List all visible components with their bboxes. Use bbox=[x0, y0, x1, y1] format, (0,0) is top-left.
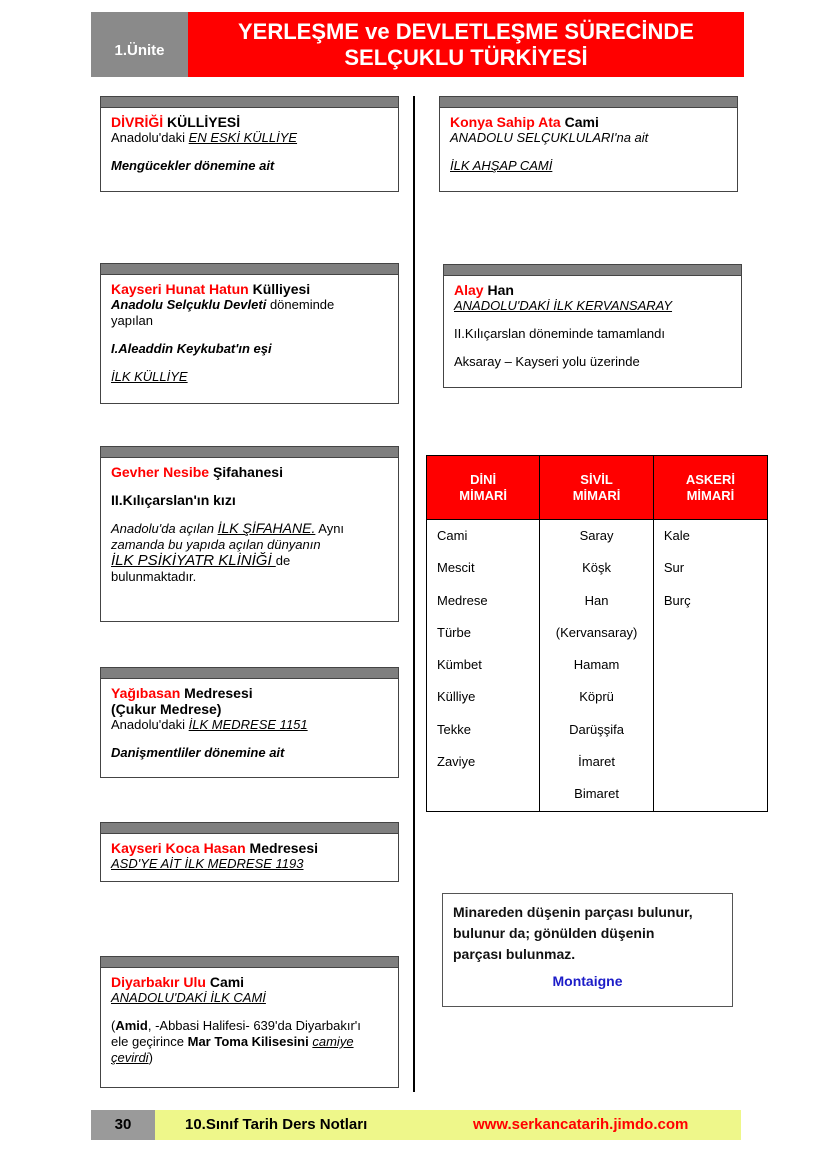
list-item: Medrese bbox=[437, 592, 488, 608]
text: (Çukur Medrese) bbox=[111, 701, 222, 717]
footer-website[interactable]: www.serkancatarih.jimdo.com bbox=[473, 1116, 689, 1133]
column-divider bbox=[413, 96, 415, 1092]
card-diyarbakir bbox=[100, 956, 399, 1088]
card-hunat bbox=[100, 263, 399, 404]
list-item: Külliye bbox=[437, 689, 476, 705]
card-gevher-nesibe bbox=[100, 446, 399, 622]
architecture-table bbox=[426, 455, 768, 812]
card-bar bbox=[440, 97, 737, 108]
text-emphasis: İLK KÜLLİYE bbox=[111, 369, 188, 384]
text: ( bbox=[111, 1018, 116, 1033]
text: Anadolu'da açılan bbox=[111, 521, 218, 536]
list-item: Hamam bbox=[573, 657, 620, 673]
text: bulunmaktadır. bbox=[111, 569, 197, 584]
list-item: Saray bbox=[579, 528, 614, 543]
text: Aynı bbox=[315, 521, 345, 536]
text-emphasis: çevirdi bbox=[111, 1050, 149, 1065]
header-sivil: SİVİL MİMARİ bbox=[540, 456, 654, 520]
card-title: Cami bbox=[205, 974, 245, 990]
unit-label: 1.Ünite bbox=[91, 12, 188, 77]
card-alay-han bbox=[443, 264, 742, 388]
text-emphasis: camiye bbox=[312, 1034, 354, 1049]
text-emphasis: İLK ŞİFAHANE. bbox=[217, 520, 316, 536]
card-title-red: Konya Sahip Ata bbox=[450, 114, 561, 130]
list-item: Köşk bbox=[582, 560, 612, 576]
card-title-red: Alay bbox=[454, 282, 484, 298]
text: de bbox=[275, 553, 291, 568]
card-bar bbox=[101, 823, 398, 834]
text-emphasis: ANADOLU'DAKİ İLK KERVANSARAY bbox=[454, 298, 673, 313]
list-item: Mescit bbox=[437, 560, 475, 576]
card-bar bbox=[101, 97, 398, 108]
card-bar bbox=[101, 668, 398, 679]
text-emphasis: İLK AHŞAP CAMİ bbox=[450, 158, 553, 173]
quote-text: Minareden düşenin parçası bulunur, bulunur da; gönülden düşenin parçası bulunmaz. bbox=[453, 904, 693, 962]
title-line-1: YERLEŞME ve DEVLETLEŞME SÜRECİNDE bbox=[238, 18, 694, 44]
text: ele geçirince bbox=[111, 1034, 188, 1049]
page-title bbox=[188, 12, 744, 77]
list-item: Tekke bbox=[437, 721, 471, 737]
footer bbox=[91, 1110, 741, 1140]
column-dini bbox=[427, 520, 540, 812]
quote-author: Montaigne bbox=[552, 973, 623, 989]
text: ) bbox=[148, 1050, 153, 1065]
footer-notes-title: 10.Sınıf Tarih Ders Notları bbox=[185, 1116, 368, 1133]
text: II.Kılıçarslan döneminde tamamlandı bbox=[454, 326, 665, 341]
text: Danişmentliler dönemine ait bbox=[111, 745, 285, 760]
column-sivil bbox=[540, 520, 654, 812]
card-title: Han bbox=[483, 282, 514, 298]
list-item: Bimaret bbox=[574, 786, 619, 802]
text: yapılan bbox=[111, 313, 153, 328]
text-emphasis: İLK MEDRESE 1151 bbox=[188, 717, 308, 732]
card-title: Şifahanesi bbox=[209, 464, 283, 480]
card-divrigi bbox=[100, 96, 399, 192]
text-emphasis: ASD'YE AİT İLK MEDRESE 1193 bbox=[111, 856, 304, 871]
text-emphasis: İLK PSİKİYATR KLİNİĞİ bbox=[111, 552, 276, 569]
list-item: Köprü bbox=[579, 689, 614, 705]
list-item: Türbe bbox=[437, 624, 471, 640]
card-koca-hasan bbox=[100, 822, 399, 882]
text: ANADOLU SELÇUKLULARI'na ait bbox=[450, 130, 649, 145]
card-title-red: Gevher Nesibe bbox=[111, 464, 210, 480]
list-item: Kale bbox=[663, 528, 690, 543]
list-item: Zaviye bbox=[437, 754, 476, 770]
list-item: Burç bbox=[663, 592, 691, 608]
card-title: Medresesi bbox=[245, 840, 319, 856]
card-bar bbox=[101, 264, 398, 275]
text: II.Kılıçarslan'ın kızı bbox=[111, 492, 236, 508]
list-item: Darüşşifa bbox=[569, 721, 625, 737]
list-item: Kümbet bbox=[437, 657, 482, 673]
card-bar bbox=[444, 265, 741, 276]
list-item: İmaret bbox=[578, 754, 615, 770]
card-title: Külliyesi bbox=[248, 281, 311, 297]
text: I.Aleaddin Keykubat'ın eşi bbox=[111, 341, 272, 356]
card-bar bbox=[101, 447, 398, 458]
text-emphasis: ANADOLU'DAKİ İLK CAMİ bbox=[111, 990, 266, 1005]
card-sahip-ata bbox=[439, 96, 738, 192]
text: , -Abbasi Halifesi- 639'da Diyarbakır'ı bbox=[147, 1018, 361, 1033]
card-title-red: Kayseri Koca Hasan bbox=[111, 840, 246, 856]
list-item: (Kervansaray) bbox=[555, 624, 638, 640]
text-emphasis: Anadolu Selçuklu Devleti bbox=[111, 297, 267, 312]
text: döneminde bbox=[266, 297, 335, 312]
text: Aksaray – Kayseri yolu üzerinde bbox=[454, 354, 640, 369]
list-item: Cami bbox=[437, 528, 468, 543]
page-number: 30 bbox=[91, 1110, 155, 1140]
list-item: Sur bbox=[663, 560, 685, 576]
text: zamanda bu yapıda açılan dünyanın bbox=[111, 537, 321, 552]
card-title-red: Yağıbasan bbox=[111, 685, 181, 701]
card-bar bbox=[101, 957, 398, 968]
header-dini: DİNİ MİMARİ bbox=[427, 456, 540, 520]
column-askeri bbox=[653, 520, 767, 812]
list-item: Han bbox=[584, 592, 609, 608]
card-title: KÜLLİYESİ bbox=[167, 114, 241, 130]
text-bold: Amid bbox=[115, 1018, 148, 1033]
quote-box bbox=[442, 893, 733, 1007]
text: Mengücekler dönemine ait bbox=[111, 158, 275, 173]
text-emphasis: EN ESKİ KÜLLİYE bbox=[188, 130, 298, 145]
title-line-2: SELÇUKLU TÜRKİYESİ bbox=[344, 44, 588, 70]
card-title: Cami bbox=[560, 114, 599, 130]
card-title-red: Diyarbakır Ulu bbox=[111, 974, 206, 990]
text: Anadolu'daki bbox=[111, 717, 189, 732]
header-askeri: ASKERİ MİMARİ bbox=[653, 456, 767, 520]
card-yagibasan bbox=[100, 667, 399, 778]
card-title: Medresesi bbox=[180, 685, 253, 701]
card-title-red: DİVRİĞİ bbox=[111, 114, 164, 130]
card-title-red: Kayseri Hunat Hatun bbox=[111, 281, 249, 297]
text-bold: Mar Toma Kilisesini bbox=[187, 1034, 309, 1049]
text: Anadolu'daki bbox=[111, 130, 189, 145]
